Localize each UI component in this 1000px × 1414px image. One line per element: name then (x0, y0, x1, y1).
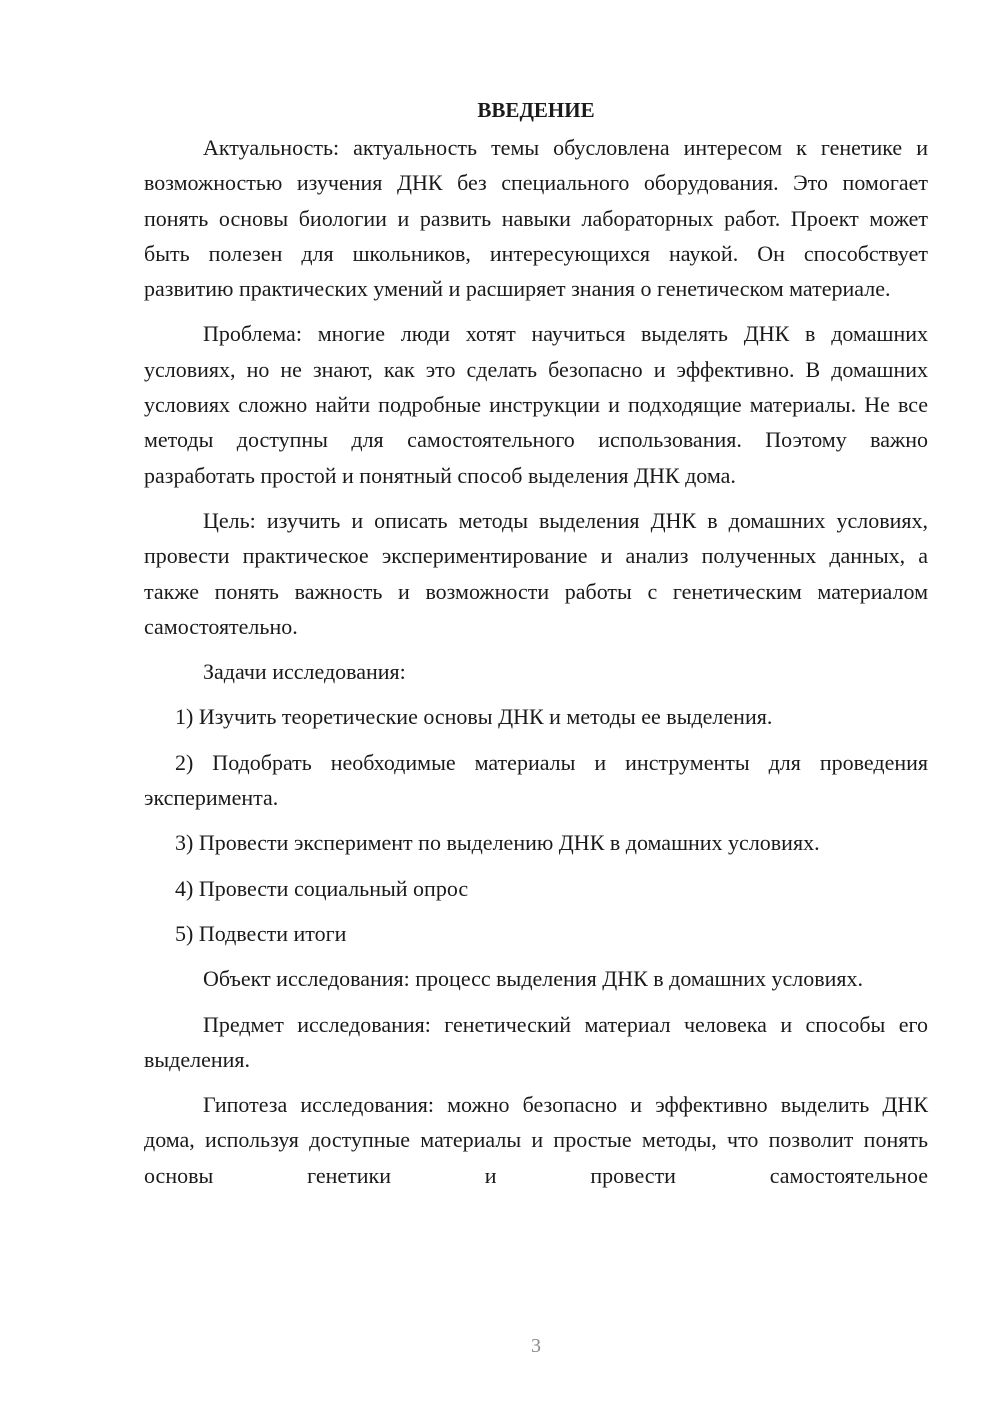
task-item: 3) Провести эксперимент по выделению ДНК в домашних условиях. (175, 830, 820, 856)
subject-paragraph: Предмет исследования: генетический материал человека и способы его выделения. (144, 1011, 928, 1072)
task-item: 1) Изучить теоретические основы ДНК и методы ее выделения. (175, 704, 773, 730)
relevance-paragraph: Актуальность: актуальность темы обусловлена интересом к генетике и возможностью изучения ДНК без специального оборудования. Это помогает понять основы биологии и развить навыки лабораторных работ. Проект может быть полезен для школьников, интересующихся наукой. Он способствует развитию практических умений и расширяет знания о генетическом материале. (144, 135, 928, 302)
goal-paragraph: Цель: изучить и описать методы выделения ДНК в домашних условиях, провести практическое экспериментирование и анализ полученных данных, а также понять важность и возможности работы с генетическим материалом самостоятельно. (144, 507, 928, 639)
object-paragraph: Объект исследования: процесс выделения ДНК в домашних условиях. (203, 966, 863, 992)
task-item: 5) Подвести итоги (175, 920, 347, 946)
task-item: 2) Подобрать необходимые материалы и инструменты для проведения эксперимента. (144, 749, 928, 811)
section-heading: ВВЕДЕНИЕ (477, 98, 595, 122)
hypothesis-paragraph: Гипотеза исследования: можно безопасно и эффективно выделить ДНК дома, используя доступные материалы и простые методы, что позволит понять основы генетики и провести самостоятельное (144, 1092, 928, 1188)
tasks-title: Задачи исследования: (203, 659, 406, 685)
page-number: 3 (531, 1335, 541, 1357)
page-content (144, 96, 928, 1193)
task-item: 4) Провести социальный опрос (175, 875, 469, 901)
problem-paragraph: Проблема: многие люди хотят научиться выделять ДНК в домашних условиях, но не знают, как это сделать безопасно и эффективно. В домашних условиях сложно найти подробные инструкции и подходящие материалы. Не все методы доступны для самостоятельного использования. Поэтому важно разработать простой и понятный способ выделения ДНК дома. (144, 321, 928, 488)
